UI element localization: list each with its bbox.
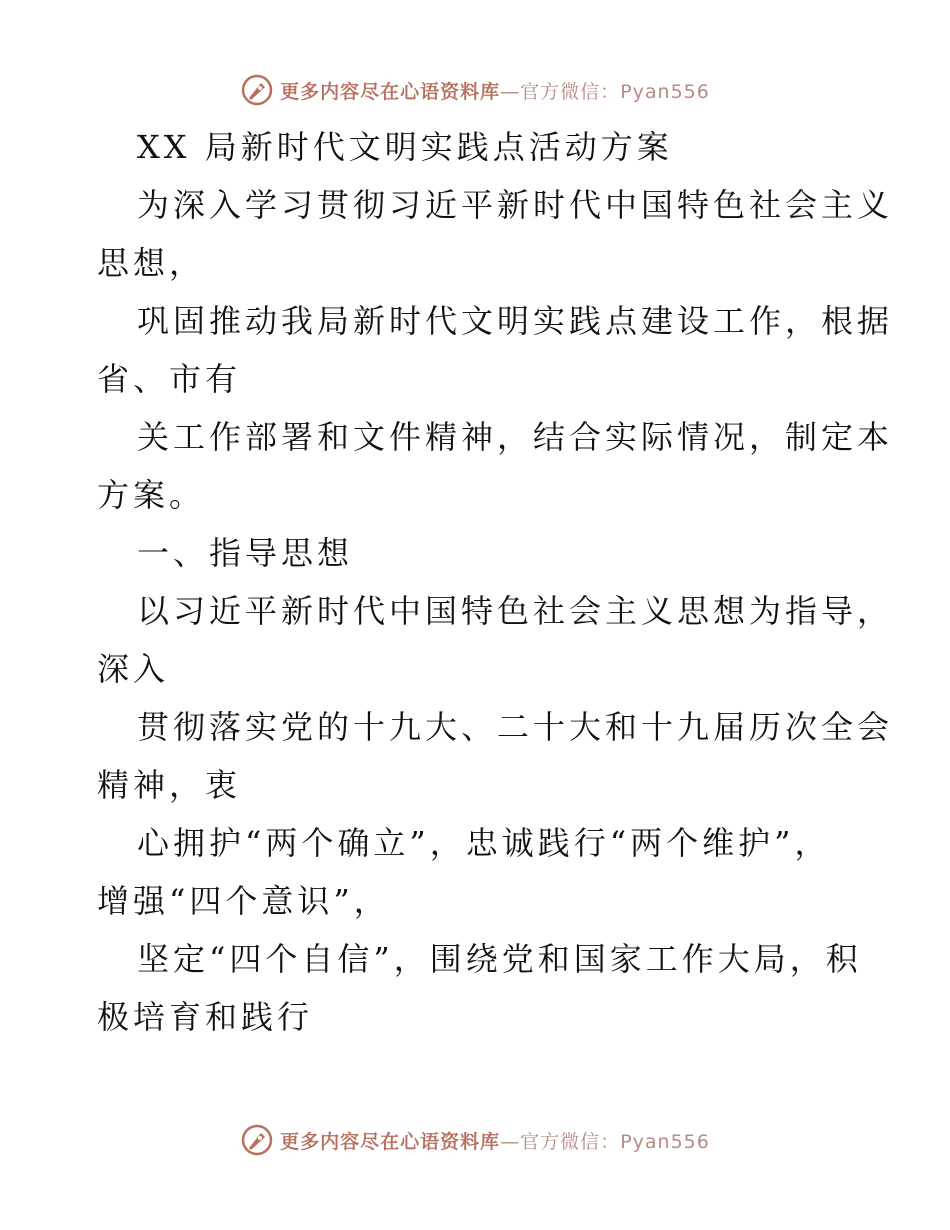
paragraph-line: 以习近平新时代中国特色社会主义思想为指导， bbox=[137, 592, 894, 630]
footer-watermark bbox=[0, 1120, 950, 1160]
pen-nib-logo-icon bbox=[240, 73, 274, 107]
paragraph-line: 省、市有 bbox=[97, 360, 242, 398]
watermark-brand: 更多内容尽在心语资料库 bbox=[280, 80, 501, 103]
paragraph-line: 增强“四个意识”， bbox=[97, 882, 390, 920]
section-heading: 一、指导思想 bbox=[137, 534, 354, 572]
paragraph-line: 深入 bbox=[97, 650, 170, 688]
paragraph-line: 关工作部署和文件精神，结合实际情况，制定本 bbox=[137, 418, 894, 456]
pen-nib-logo-icon bbox=[240, 1123, 274, 1157]
watermark-wechat-label: 官方微信： bbox=[520, 80, 621, 103]
document-body bbox=[97, 118, 894, 1046]
paragraph-line: 思想， bbox=[97, 244, 206, 282]
watermark-wechat-id: Pyan556 bbox=[620, 80, 710, 103]
paragraph-line: 方案。 bbox=[97, 476, 206, 514]
paragraph-line: 极培育和践行 bbox=[97, 998, 314, 1036]
watermark-wechat-id: Pyan556 bbox=[620, 1130, 710, 1153]
paragraph-line: 为深入学习贯彻习近平新时代中国特色社会主义 bbox=[137, 186, 894, 224]
watermark-dash: — bbox=[500, 1130, 521, 1153]
watermark-wechat-label: 官方微信： bbox=[520, 1130, 621, 1153]
document-title: XX 局新时代文明实践点活动方案 bbox=[137, 128, 673, 166]
header-watermark bbox=[0, 70, 950, 110]
paragraph-line: 巩固推动我局新时代文明实践点建设工作，根据 bbox=[137, 302, 894, 340]
watermark-text bbox=[280, 1127, 710, 1154]
watermark-brand: 更多内容尽在心语资料库 bbox=[280, 1130, 501, 1153]
paragraph-line: 贯彻落实党的十九大、二十大和十九届历次全会 bbox=[137, 708, 894, 746]
watermark-dash: — bbox=[500, 80, 521, 103]
watermark-text bbox=[280, 77, 710, 104]
paragraph-line: 坚定“四个自信”，围绕党和国家工作大局，积 bbox=[137, 940, 862, 978]
paragraph-line: 心拥护“两个确立”，忠诚践行“两个维护”， bbox=[137, 824, 831, 862]
paragraph-line: 精神，衷 bbox=[97, 766, 242, 804]
